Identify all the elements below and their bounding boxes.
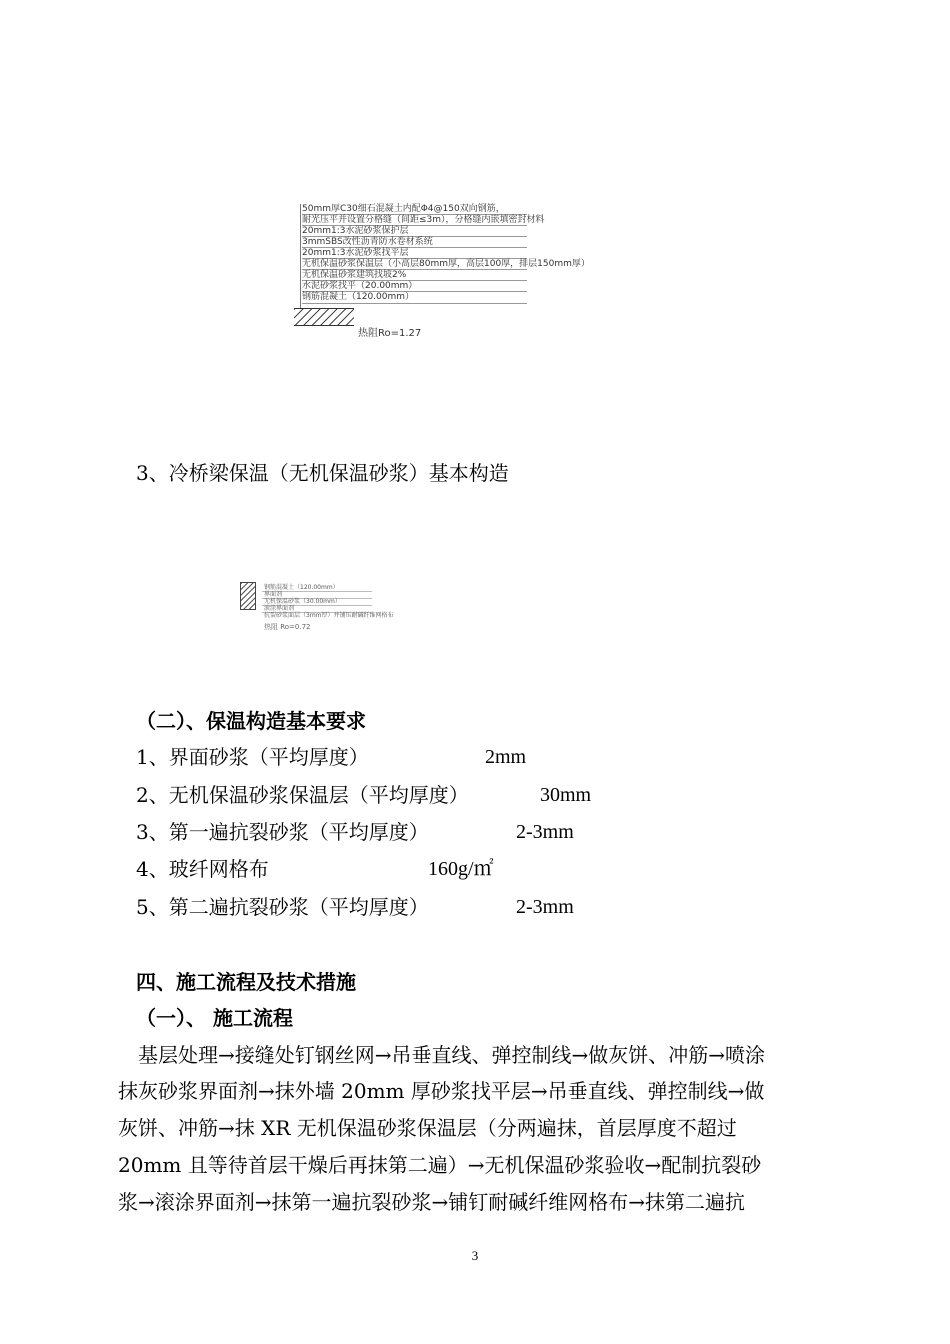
thermal-resistance-label: 热阻Ro=1.27 bbox=[358, 328, 422, 339]
section-4-heading: 四、施工流程及技术措施 bbox=[136, 970, 356, 994]
figure-edge-line bbox=[300, 204, 301, 308]
requirement-label: 4、玻纤网格布 bbox=[136, 857, 269, 881]
thermal-resistance-label: 热阻 Ro=0.72 bbox=[264, 623, 311, 631]
requirement-value: 160g/㎡ bbox=[428, 858, 494, 880]
requirement-label: 3、第一遍抗裂砂浆（平均厚度） bbox=[136, 820, 429, 844]
page-number: 3 bbox=[471, 1248, 479, 1263]
paragraph-line: 灰饼、冲筋→抹 XR 无机保温砂浆保温层（分两遍抹，首层厚度不超过 bbox=[118, 1116, 737, 1140]
beam-hatch bbox=[240, 582, 256, 610]
requirement-label: 5、第二遍抗裂砂浆（平均厚度） bbox=[136, 895, 429, 919]
layer-rule bbox=[302, 303, 527, 304]
paragraph-line: 基层处理→接缝处钉钢丝网→吊垂直线、弹控制线→做灰饼、冲筋→喷涂 bbox=[138, 1043, 766, 1067]
requirements-heading: （二）、保温构造基本要求 bbox=[136, 709, 366, 733]
requirement-value: 2-3mm bbox=[516, 821, 574, 843]
figure-layer-label: 无机保温砂浆保温层（小高层80mm厚，高层100厚，排层150mm厚） bbox=[302, 259, 590, 269]
figure-layer-label: 界面剂 bbox=[264, 591, 283, 598]
section-4-subheading: （一）、 施工流程 bbox=[136, 1006, 293, 1030]
section-3-title: 3、冷桥梁保温（无机保温砂浆）基本构造 bbox=[136, 461, 509, 485]
paragraph-line: 20mm 且等待首层干燥后再抹第二遍）→无机保温砂浆验收→配制抗裂砂 bbox=[118, 1153, 762, 1177]
figure-layer-label: 无机保温砂浆（30.00mm） bbox=[264, 598, 341, 605]
figure-layer-label: 滚涂界面剂 bbox=[264, 605, 295, 612]
figure-layer-label: 抗裂砂浆面层（3mm厚）并铺压耐碱纤维网格布 bbox=[264, 612, 394, 619]
requirement-label: 1、界面砂浆（平均厚度） bbox=[136, 745, 369, 769]
figure-layer-label: 20mm1:3水泥砂浆保护层 bbox=[302, 226, 409, 236]
requirement-label: 2、无机保温砂浆保温层（平均厚度） bbox=[136, 783, 469, 807]
figure-layer-label: 50mm厚C30细石混凝土内配Φ4@150双向钢筋， bbox=[302, 204, 505, 214]
concrete-hatch bbox=[294, 308, 354, 326]
roof-section-figure bbox=[292, 200, 592, 340]
paragraph-line: 抹灰砂浆界面剂→抹外墙 20mm 厚砂浆找平层→吊垂直线、弹控制线→做 bbox=[118, 1079, 765, 1103]
requirement-value: 30mm bbox=[540, 784, 592, 806]
paragraph-line: 浆→滚涂界面剂→抹第一遍抗裂砂浆→铺钉耐碱纤维网格布→抹第二遍抗 bbox=[118, 1190, 746, 1214]
requirement-value: 2mm bbox=[485, 746, 527, 768]
figure-layer-label: 20mm1:3水泥砂浆找平层 bbox=[302, 248, 409, 258]
figure-layer-label: 无机保温砂浆建筑找坡2% bbox=[302, 270, 407, 280]
figure-layer-label: 钢筋混凝土（120.00mm） bbox=[264, 584, 339, 591]
cold-bridge-beam-figure bbox=[238, 580, 438, 640]
figure-layer-label: 耐光压平并设置分格缝（间距≤3m），分格缝内嵌填密封材料 bbox=[302, 215, 545, 225]
figure-layer-label: 钢筋混凝土（120.00mm） bbox=[302, 292, 415, 302]
requirement-value: 2-3mm bbox=[516, 896, 574, 918]
figure-layer-label: 3mmSBS改性沥青防水卷材系统 bbox=[302, 237, 433, 247]
figure-layer-label: 水泥砂浆找平（20.00mm） bbox=[302, 281, 418, 291]
